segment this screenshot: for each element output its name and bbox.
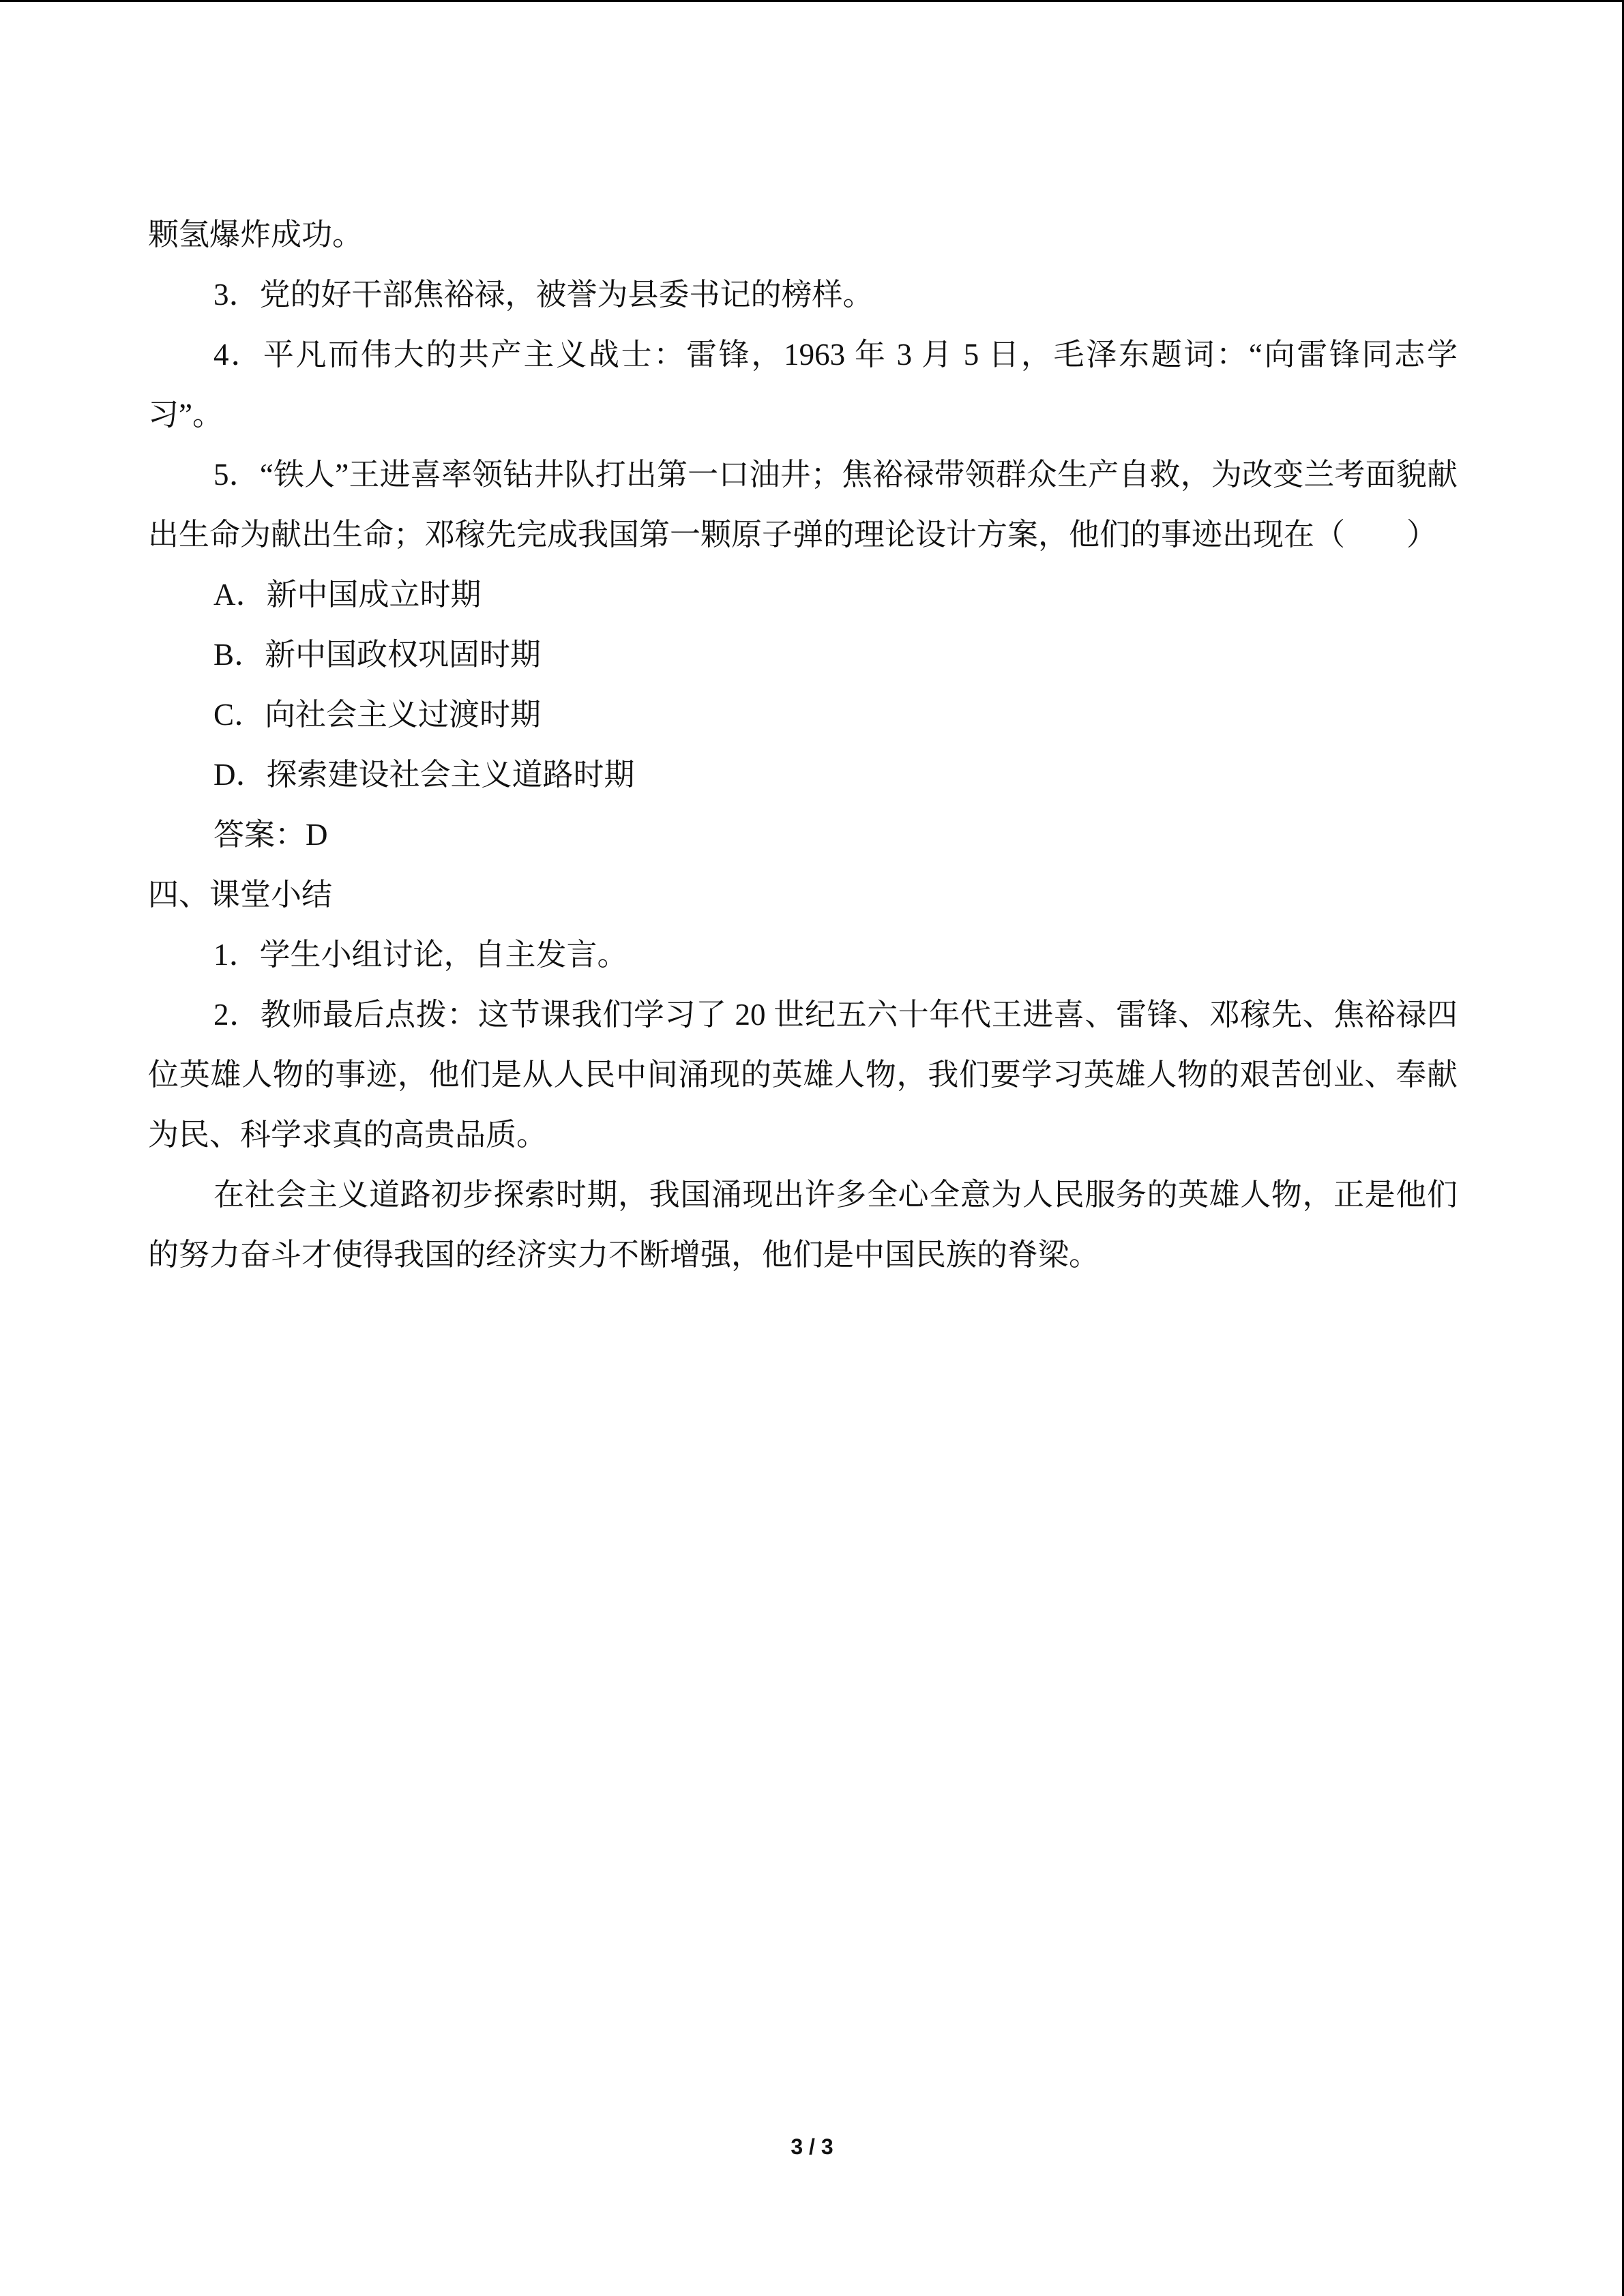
page-top-border [0, 0, 1624, 2]
paragraph-item-3: 3．党的好干部焦裕禄，被誉为县委书记的榜样。 [213, 278, 874, 312]
question-5: 5．“铁人”王进喜率领钻井队打出第一口油井；焦裕禄带领群众生产自救，为改变兰考面貌献出生命为献出生命；邓稼先完成我国第一颗原子弹的理论设计方案，他们的事迹出现在（ ） [148, 458, 1458, 552]
paragraph-continuation: 颗氢爆炸成功。 [148, 218, 364, 252]
closing-paragraph: 在社会主义道路初步探索时期，我国涌现出许多全心全意为人民服务的英雄人物，正是他们的努力奋斗才使得我国的经济实力不断增强，他们是中国民族的脊梁。 [148, 1178, 1458, 1272]
option-d: D．探索建设社会主义道路时期 [213, 758, 635, 792]
section-heading: 四、课堂小结 [148, 878, 333, 912]
option-a: A．新中国成立时期 [213, 578, 482, 612]
option-b: B．新中国政权巩固时期 [213, 638, 542, 672]
answer: 答案：D [213, 818, 328, 852]
document-body [148, 205, 1458, 1285]
paragraph-item-4: 4．平凡而伟大的共产主义战士：雷锋，1963 年 3 月 5 日，毛泽东题词：“向雷锋同志学习”。 [148, 338, 1458, 432]
summary-item-2: 2．教师最后点拨：这节课我们学习了 20 世纪五六十年代王进喜、雷锋、邓稼先、焦裕禄四位英雄人物的事迹，他们是从人民中间涌现的英雄人物，我们要学习英雄人物的艰苦创业、奉献为民、科学求真的高贵品质。 [148, 998, 1458, 1152]
summary-item-1: 1．学生小组讨论，自主发言。 [213, 938, 628, 972]
option-c: C．向社会主义过渡时期 [213, 698, 542, 732]
page-number: 3 / 3 [791, 2134, 833, 2159]
